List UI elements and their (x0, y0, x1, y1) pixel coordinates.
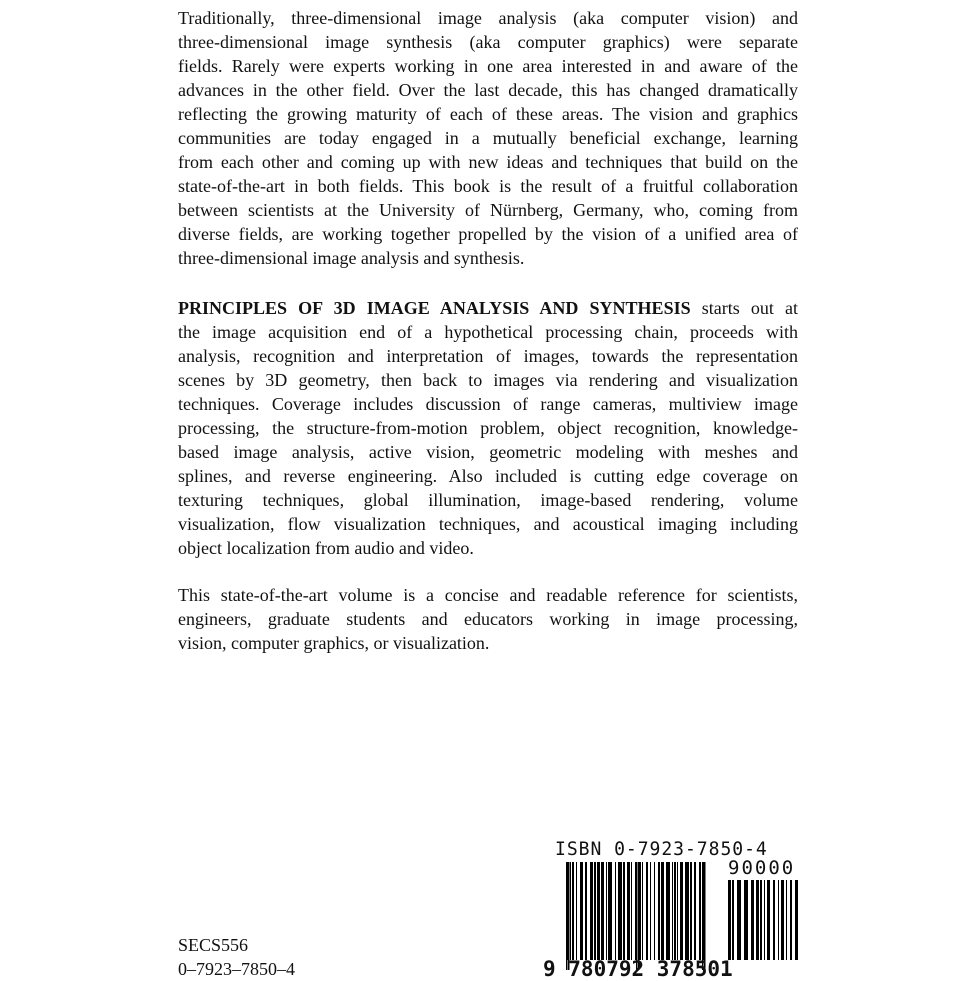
barcode-bar (672, 862, 673, 960)
barcode-bar (732, 880, 734, 960)
barcode-digits: 9 780792 378501 (543, 957, 733, 981)
barcode-bar (590, 862, 593, 960)
paragraph-line: reflecting the growing maturity of each of these areas. The vision and graphics (178, 104, 798, 124)
barcode-bar (767, 880, 770, 960)
barcode-bar (585, 862, 587, 960)
barcode-guard-bar (568, 862, 570, 970)
series-code: SECS556 (178, 935, 249, 955)
barcode-bar (601, 862, 604, 960)
isbn-label: ISBN 0-7923-7850-4 (555, 838, 768, 860)
barcode-bar (795, 880, 798, 960)
barcode-bar (658, 862, 660, 960)
paragraph-line: based image analysis, active vision, geometric modeling with meshes and (178, 442, 798, 462)
paragraph-line: vision, computer graphics, or visualization. (178, 633, 490, 653)
isbn-short: 0–7923–7850–4 (178, 959, 295, 979)
paragraph-line: fields. Rarely were experts working in one area interested in and aware of the (178, 56, 798, 76)
barcode-bar (790, 880, 792, 960)
paragraph-line: Traditionally, three-dimensional image analysis (aka computer vision) and (178, 8, 798, 28)
barcode-bar (786, 880, 787, 960)
barcode-bar (654, 862, 655, 960)
barcode-bar (576, 862, 577, 960)
barcode-bar (661, 862, 664, 960)
barcode-bar (744, 880, 748, 960)
paragraph-line: This state-of-the-art volume is a concise and readable reference for scientists, (178, 585, 798, 605)
barcode-bar (760, 880, 762, 960)
barcode-guard-bar (636, 862, 638, 970)
paragraph-line: three-dimensional image analysis and synthesis. (178, 248, 525, 268)
barcode-bar (572, 862, 574, 960)
paragraph-line: visualization, flow visualization techniques, and acoustical imaging including (178, 514, 798, 534)
barcode-bar (606, 862, 607, 960)
paragraph-line: techniques. Coverage includes discussion of range cameras, multiview image (178, 394, 798, 414)
barcode-bar (773, 880, 775, 960)
book-title: PRINCIPLES OF 3D IMAGE ANALYSIS AND SYNTHESIS (178, 298, 691, 318)
paragraph-line: three-dimensional image synthesis (aka computer graphics) were separate (178, 32, 798, 52)
barcode-bar (674, 862, 676, 960)
barcode-bar (618, 862, 622, 960)
barcode-bar (631, 862, 632, 960)
barcode-bar (680, 862, 683, 960)
barcode-bar (646, 862, 648, 960)
barcode-bar (690, 862, 692, 960)
barcode (560, 860, 800, 970)
barcode-bar (781, 880, 784, 960)
barcode-bar (751, 880, 754, 960)
barcode-guard-bar (702, 862, 704, 970)
paragraph-line: processing, the structure-from-motion problem, object recognition, knowledge- (178, 418, 798, 438)
barcode-bar (615, 862, 616, 960)
barcode-guard-bar (704, 862, 706, 970)
barcode-bar (694, 862, 696, 960)
barcode-bar (728, 880, 731, 960)
barcode-addon: 90000 (728, 857, 796, 879)
barcode-bar (597, 862, 600, 960)
barcode-bar (666, 862, 670, 960)
paragraph-line: diverse fields, are working together propelled by the vision of a unified area of (178, 224, 798, 244)
description-paragraph-3 (178, 583, 798, 655)
barcode-bar (623, 862, 625, 960)
paragraph-line: engineers, graduate students and educators working in image processing, (178, 609, 798, 629)
barcode-bar (778, 880, 779, 960)
barcode-bar (756, 880, 759, 960)
barcode-bar (642, 862, 643, 960)
barcode-bar (608, 862, 612, 960)
paragraph-line: communities are today engaged in a mutually beneficial exchange, learning (178, 128, 798, 148)
paragraph-line: splines, and reverse engineering. Also included is cutting edge coverage on (178, 466, 798, 486)
paragraph-line: advances in the other field. Over the last decade, this has changed dramatically (178, 80, 798, 100)
paragraph-line: scenes by 3D geometry, then back to images via rendering and visualization (178, 370, 798, 390)
paragraph-line: between scientists at the University of Nürnberg, Germany, who, coming from (178, 200, 798, 220)
barcode-bar (570, 862, 571, 960)
paragraph-line: object localization from audio and video. (178, 538, 474, 558)
barcode-bar (737, 880, 741, 960)
paragraph-line: from each other and coming up with new ideas and techniques that build on the (178, 152, 798, 172)
paragraph-line: analysis, recognition and interpretation of images, towards the representation (178, 346, 798, 366)
barcode-bar (580, 862, 583, 960)
barcode-bar (627, 862, 630, 960)
barcode-bar (650, 862, 651, 960)
barcode-bar (594, 862, 596, 960)
barcode-bar (764, 880, 765, 960)
paragraph-line: state-of-the-art in both fields. This book is the result of a fruitful collaboration (178, 176, 798, 196)
barcode-bar (677, 862, 678, 960)
paragraph-line: the image acquisition end of a hypothetical processing chain, proceeds with (178, 322, 798, 342)
barcode-guard-bar (566, 862, 568, 970)
barcode-guard-bar (638, 862, 640, 970)
barcode-bar (699, 862, 701, 960)
description-paragraph-2 (178, 296, 798, 560)
paragraph-line: texturing techniques, global illumination, image-based rendering, volume (178, 490, 798, 510)
paragraph-line: PRINCIPLES OF 3D IMAGE ANALYSIS AND SYNTHESIS starts out at (178, 298, 798, 318)
barcode-bar (685, 862, 689, 960)
description-paragraph-1 (178, 6, 798, 270)
